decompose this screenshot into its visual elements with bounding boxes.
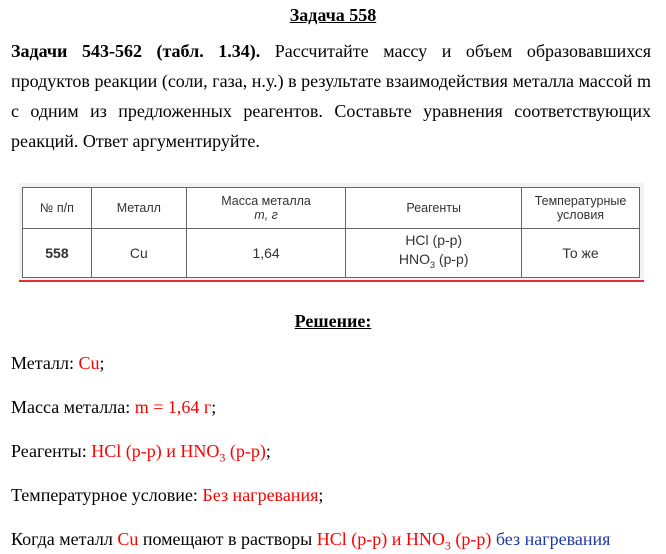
solution-heading: Решение: <box>294 311 372 331</box>
task-number: Задачи 543-562 (табл. 1.34). <box>11 41 261 61</box>
cell-mass: 1,64 <box>186 229 346 278</box>
task-statement <box>11 36 651 156</box>
page-title: Задача 558 <box>289 5 377 25</box>
data-table <box>22 187 640 278</box>
header-num: № п/п <box>23 188 92 229</box>
header-temp: Температурные условия <box>522 188 640 229</box>
temp-value: Без нагревания <box>202 485 319 505</box>
cell-temp: То же <box>522 229 640 278</box>
reagents-value: HCl (р-р) и $HNO_3$ (р-р) <box>91 441 266 465</box>
header-mass <box>186 188 346 229</box>
table-row <box>23 229 640 278</box>
header-mass-line1: Масса металла <box>221 194 311 208</box>
cell-num: 558 <box>23 229 92 278</box>
mass-value: m = 1,64 г <box>134 397 212 417</box>
cell-reagents <box>346 229 522 278</box>
metal-value: Cu <box>78 353 100 373</box>
data-table-container <box>19 183 644 282</box>
task-text: Рассчитайте массу и объем образовавшихся продуктов реакции (соли, газа, н.у.) в результате взаимодействия металла массой m с одним из предложенных реагентов. Составьте уравнения соответствующих реакций. Ответ аргументируйте. <box>11 41 651 151</box>
explanation-line: Когда металл Cu помещают в растворы HCl (р-р) и $HNO_3$ (р-р) без нагревания <box>11 529 611 553</box>
reagents-line: Реагенты: HCl (р-р) и $HNO_3$ (р-р); <box>11 441 271 465</box>
metal-line: Металл: Cu; <box>11 353 105 373</box>
header-reagents: Реагенты <box>346 188 522 229</box>
mass-line: Масса металла: m = 1,64 г; <box>11 397 217 417</box>
cell-metal: Cu <box>91 229 186 278</box>
cell-reagent-2: $HNO_3$ (р-р) <box>398 251 469 270</box>
temp-line: Температурное условие: Без нагревания; <box>11 485 324 505</box>
header-metal: Металл <box>91 188 186 229</box>
cell-reagent-1: HCl (р-р) <box>405 232 463 249</box>
table-header-row <box>23 188 640 229</box>
header-mass-line2: m, г <box>254 208 278 222</box>
